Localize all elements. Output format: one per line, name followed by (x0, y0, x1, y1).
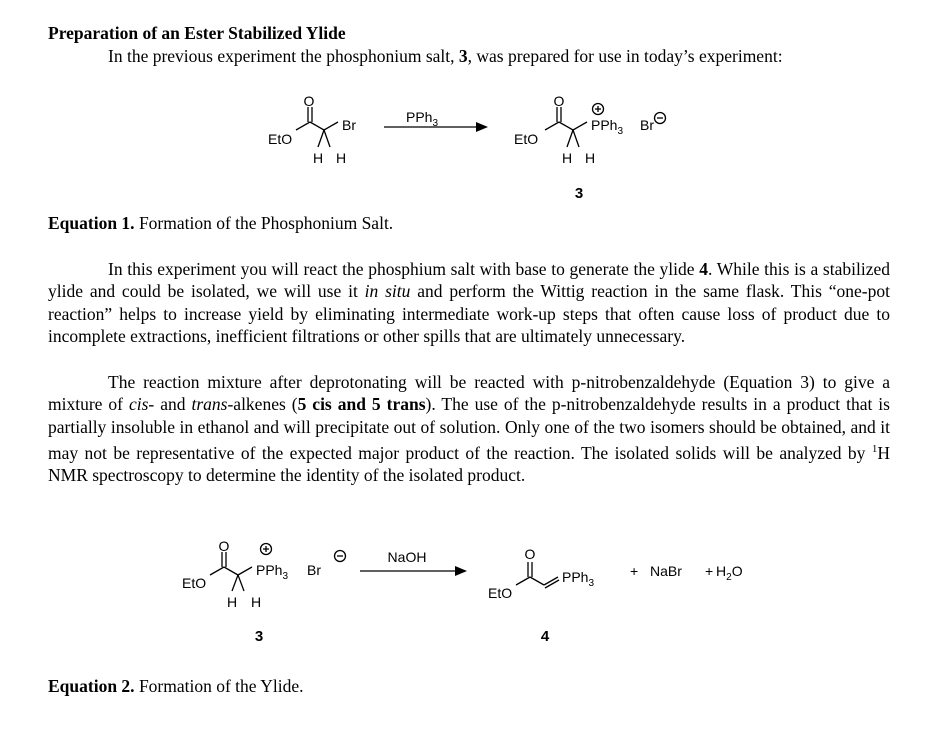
eq1-start-eto: EtO (268, 131, 293, 147)
p2-compounds-5: 5 cis and 5 trans (297, 394, 426, 415)
eq2-byproduct-nabr: NaBr (650, 563, 682, 579)
p1-text-1: In this experiment you will react the phosphium salt with base to generate the ylide (108, 259, 700, 279)
eq2-compound-4-label: 4 (540, 628, 550, 645)
intro-text-a: In the previous experiment the phosphonium salt, (108, 46, 459, 66)
eq2-prod-pph3: PPh$_3$ (562, 569, 595, 589)
p2-text-1: The reaction mixture after deprotonating will be reacted with p-nitrobenzaldehyde (Equation 3) to give a mixture of (48, 372, 890, 415)
p1-text-2: . While this is a stabilized ylide and could be isolated, we will use it (48, 259, 890, 302)
p2-cis: cis (128, 394, 149, 415)
eq2-byproduct-water: $H_2O$ (716, 563, 743, 583)
eq2-reagent-naoh: NaOH (387, 549, 427, 565)
paragraph-one (48, 258, 890, 348)
eq1-caption-label: Equation 1. (48, 213, 135, 233)
intro-text-b: , was prepared for use in today’s experiment: (467, 46, 783, 66)
intro-compound-number: 3 (458, 46, 468, 66)
equation-1-caption (48, 212, 393, 234)
p2-text-3: -alkenes ( (227, 394, 298, 415)
eq2-start-br: Br (307, 562, 321, 578)
p2-text-4: ). The use of the p-nitrobenzaldehyde results in a product that is partially insoluble in ethanol and will precipitate out of solution. Only one of the two isomers should be obtained, and it may not be representative of the expected major product of the reaction. The isolated solids will be analyzed by (48, 394, 890, 464)
eq2-caption-label: Equation 2. (48, 676, 135, 696)
eq2-compound-3-label: 3 (254, 628, 264, 645)
eq1-prod-pph3: PPh$_3$ (591, 117, 624, 137)
eq2-start-o: O (218, 538, 230, 554)
section-heading: Preparation of an Ester Stabilized Ylide (48, 23, 346, 43)
eq1-prod-eto: EtO (514, 131, 539, 147)
p2-trans: trans (191, 394, 228, 415)
eq1-prod-br: Br (640, 117, 654, 133)
eq1-prod-h2: H (584, 150, 596, 166)
eq2-prod-o: O (524, 546, 536, 562)
eq1-compound-3-label: 3 (574, 185, 584, 202)
eq1-start-o: O (303, 93, 315, 109)
eq2-start-h2: H (250, 594, 262, 610)
eq1-start-br: Br (342, 117, 356, 133)
eq1-reagent-pph3: PPh$_3$ (406, 109, 439, 129)
eq1-caption-text: Formation of the Phosphonium Salt. (134, 213, 394, 233)
equation-2-caption (48, 675, 304, 697)
eq2-start-h1: H (226, 594, 238, 610)
paragraph-two (48, 371, 890, 487)
p1-ylide-number: 4 (699, 259, 708, 279)
eq2-plus-2: + (705, 563, 714, 579)
p1-in-situ: in situ (364, 281, 411, 302)
eq1-start-h1: H (312, 150, 324, 166)
eq2-plus-1: + (630, 563, 639, 579)
p2-nmr-superscript: 1 (871, 443, 878, 456)
eq1-start-h2: H (335, 150, 347, 166)
eq1-prod-h1: H (561, 150, 573, 166)
eq2-start-eto: EtO (182, 575, 207, 591)
eq2-caption-text: Formation of the Ylide. (134, 676, 304, 696)
eq1-prod-o: O (553, 93, 565, 109)
p2-text-5: H NMR spectroscopy to determine the identity of the isolated product. (48, 443, 890, 486)
p1-text-3: and perform the Wittig reaction in the same flask. This “one-pot reaction” helps to increase yield by eliminating intermediate work-up steps that often cause loss of product due to incomplete extractions, inefficient filtrations or other spills that are ultimately unnecessary. (48, 281, 890, 347)
p2-text-2: - and (148, 394, 192, 415)
eq2-prod-eto: EtO (488, 585, 513, 601)
eq2-start-pph3: PPh$_3$ (256, 562, 289, 582)
